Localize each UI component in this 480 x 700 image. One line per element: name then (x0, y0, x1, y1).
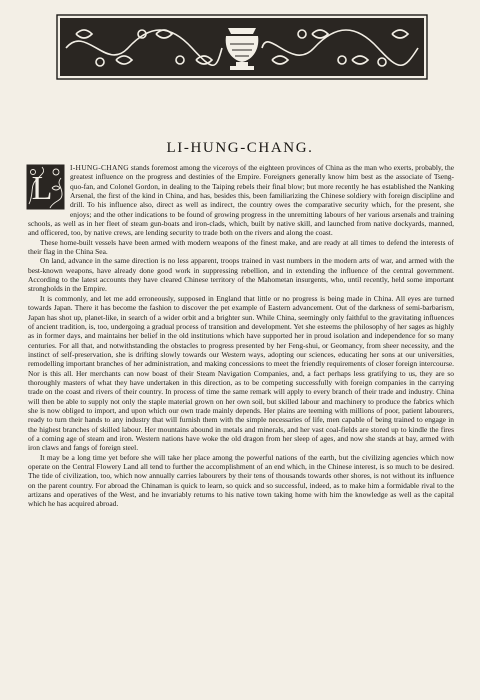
article-body (28, 163, 454, 509)
page-title: LI-HUNG-CHANG. (166, 140, 314, 156)
decorated-initial-L (26, 164, 65, 210)
lead-in-caps: I-HUNG-CHANG (70, 163, 129, 172)
paragraph-2: These home-built vessels have been armed with modern weapons of the finest make, and are ready at all times to defend the interests of their flag in the China Sea. (28, 237, 454, 257)
paragraph-1 (28, 163, 454, 238)
paragraph-4: It is commonly, and let me add erroneously, supposed in England that little or no progress is being made in China. All eyes are turned towards Japan. There it has become the fashion to discover the pet example of Eastern advancement. Out of the darkness of semi-barbarism, Japan has shot up, planet-like, in search of a wider orbit and a brighter sun. While China, seemingly only faithful to the gravitating influences of ancient tradition, is, too, undergoing a gradual process of transition and development. Yet she esteems the philosophy of her sages as highly as in former days, and maintains her belief in the old institutions which have supported her in proud isolation and independence for so many centuries. For all that, and notwithstanding the obstacles to progress presented by her Feng-shui, or Geomancy, from sheer necessity, and the instinct of self-preservation, she is drifting slowly towards our Western ways, adopting our sciences, educating her sons at our universities, remodelling important branches of her administration, and making concessions to meet the friendly requirements of closer foreign intercourse. Nor is this all. Her merchants can now boast of their Steam Navigation Companies, and, a fact perhaps less gratifying to us, they are so thoroughly masters of what they have undertaken in this direction, as to be competing successfully with foreign companies in the carrying trade on the coast and rivers of their country. In process of time the same remark will apply to every branch of their trade and industry. China will then be able to supply not only the staple material grown on her own soil, but skilled labour and machinery to produce the fabrics which she is now obliged to import, and upon which our own trade mainly depends. Her plains are teeming with millions of poor, patient labourers, ready to turn their hands to any industry that will furnish them with the simple necessaries of life, men capable of being trained to engage in the highest branches of skilled labour. Her mountains abound in metals and minerals, and her vast coal-fields are stored up to kindle the fires of a coming age of steam and iron. Western nations have woke the old dragon from her sleep of ages, and now she stands at bay, armed with iron claws and fangs of foreign steel. (28, 293, 454, 453)
floral-vase-banner (56, 14, 428, 80)
paragraph-5: It may be a long time yet before she will take her place among the powerful nations of the earth, but the civilizing agencies which now operate on the Central Flowery Land all tend to further the accomplishment of an end which, in the Chinese interest, is so much to be desired. The tide of civilization, too, which now annually carries labourers by their tens of thousands towards other shores, is not without its influence on the parent country. For abroad the Chinaman is quick to learn, so quick and so successful, indeed, as to make him a formidable rival to the artizans and operatives of the West, and he invariably returns to his native town taking home with him the knowledge as well as the capital which he has acquired abroad. (28, 452, 454, 509)
svg-text:L: L (31, 170, 53, 207)
paragraph-3: On land, advance in the same direction is no less apparent, troops trained in vast numbers in the modern arts of war, and armed with the best-known weapons, have already done good work in suppressing rebellion, and in extending the influence of the central government. According to the latest accounts they have cleared Chinese territory of the Mahometan insurgents, who, until recently, held some important strongholds in the Empire. (28, 256, 454, 294)
paragraph-1-text: stands foremost among the viceroys of the eighteen provinces of China as the man who exerts, probably, the greatest influence on the progress and destinies of the Empire. Foreigners generally know him best as the associate of Tseng-quo-fan, and Colonel Gordon, in dealing to the Taiping rebels their final blow; but more recently he has established the Nanking Arsenal, the first of the kind in China, and has, besides this, been familiarizing the Chinese soldiery with foreign discipline and drill. To his influence also, direct as well as indirect, the country owes the comparative security which, for the present, she enjoys; and the other indications to be found of growing progress in the unremitting labours of her various arsenals and training schools, as well as in her fleet of steam gun-boats and iron-clads, which, built by native skill, and launched from native dockyards, manned, and officered, too, by native crews, are lending security to trade both on the rivers and along the coast. (28, 163, 454, 238)
